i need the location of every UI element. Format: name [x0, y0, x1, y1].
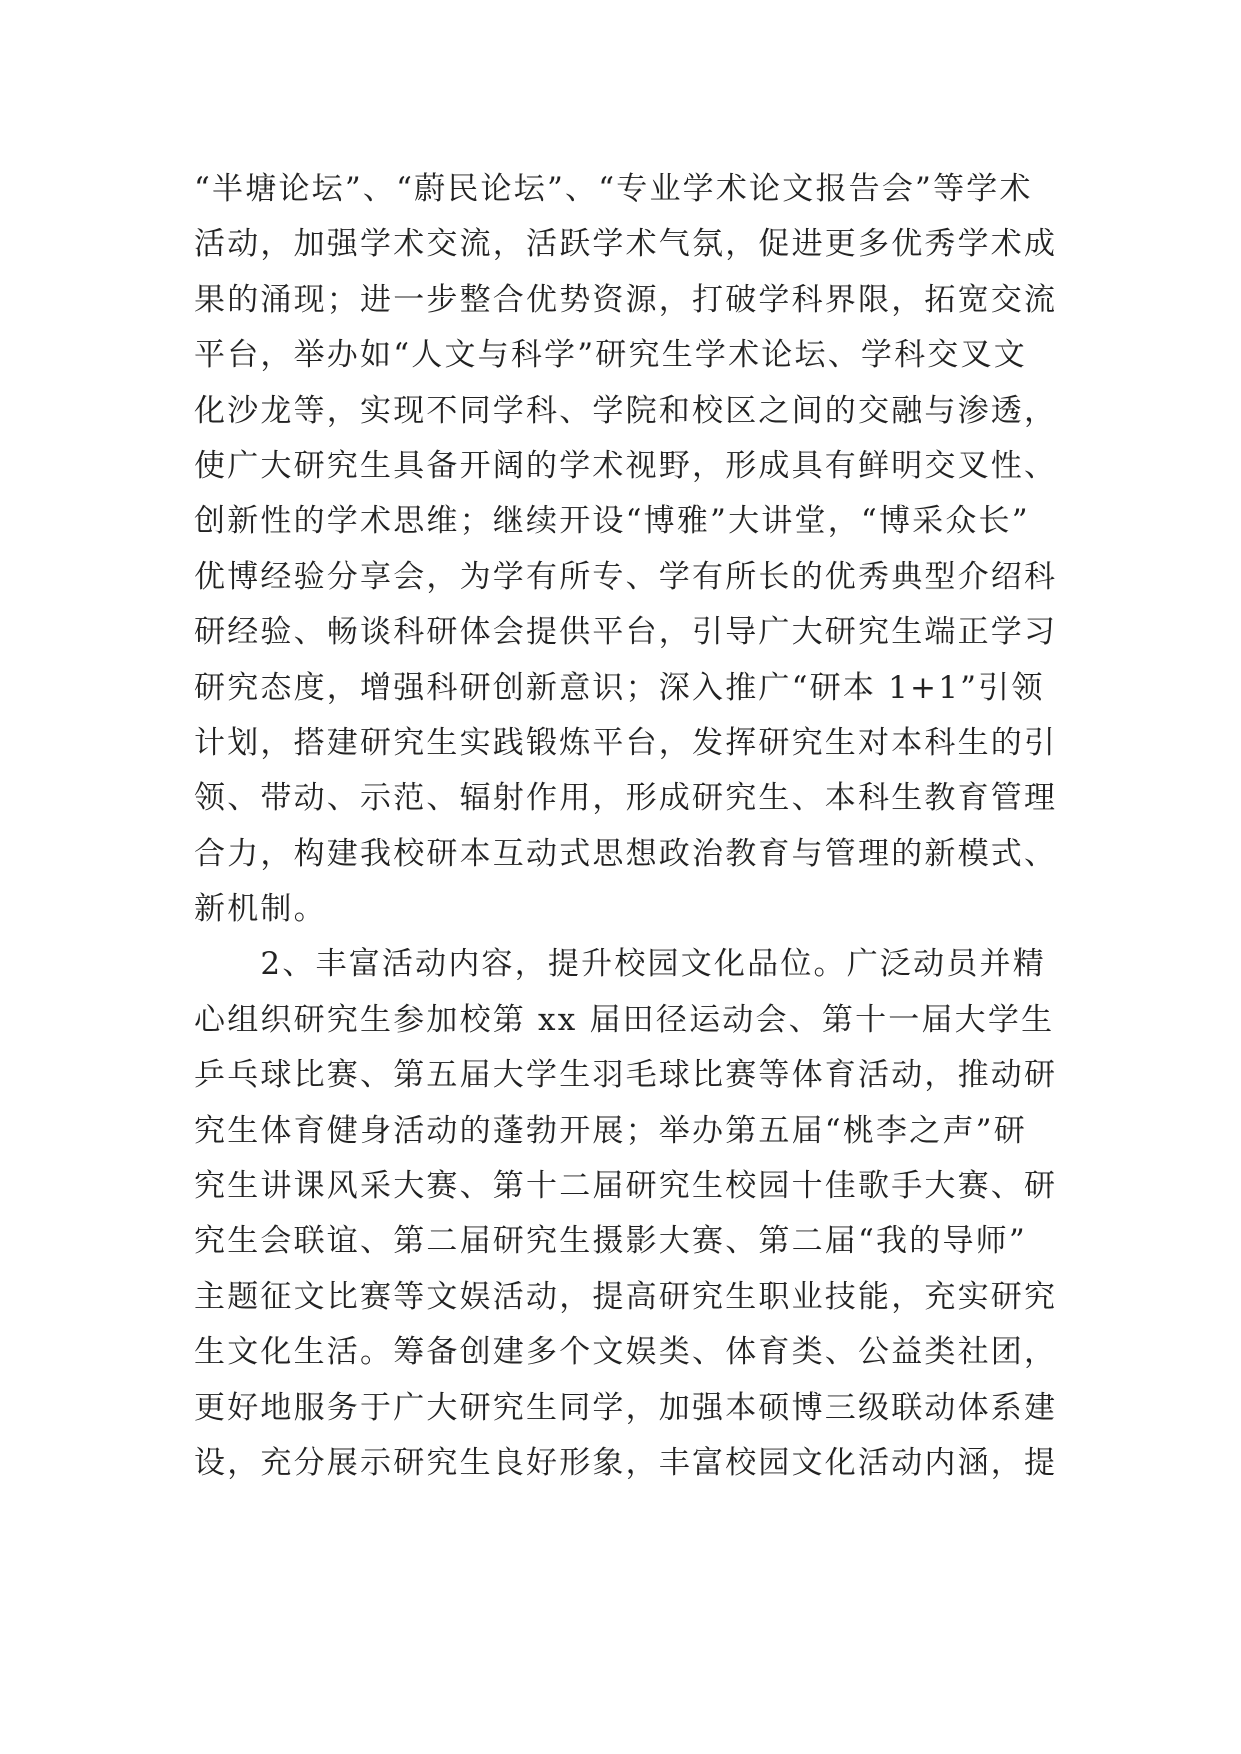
text-line: 究生体育健身活动的蓬勃开展；举办第五届“桃李之声”研: [194, 1112, 1027, 1149]
text-line: 设，充分展示研究生良好形象，丰富校园文化活动内涵，提: [194, 1444, 1058, 1481]
text-line: 使广大研究生具备开阔的学术视野，形成具有鲜明交叉性、: [194, 447, 1058, 484]
text-line: 生文化生活。筹备创建多个文娱类、体育类、公益类社团，: [194, 1334, 1058, 1371]
paragraph-2: [194, 937, 1056, 1491]
text-line: 心组织研究生参加校第 xx 届田径运动会、第十一届大学生: [194, 1001, 1055, 1038]
text-line: 主题征文比赛等文娱活动，提高研究生职业技能，充实研究: [194, 1278, 1058, 1315]
text-line: 究生讲课风采大赛、第十二届研究生校园十佳歌手大赛、研: [194, 1168, 1058, 1205]
text-line: 活动，加强学术交流，活跃学术气氛，促进更多优秀学术成: [194, 226, 1058, 263]
text-line: 化沙龙等，实现不同学科、学院和校区之间的交融与渗透，: [194, 392, 1058, 429]
text-line: 创新性的学术思维；继续开设“博雅”大讲堂，“博采众长”: [194, 503, 1030, 540]
paragraph-1: [194, 162, 1056, 937]
text-line: “半塘论坛”、“蔚民论坛”、“专业学术论文报告会”等学术: [194, 171, 1033, 207]
text-line: 2、丰富活动内容，提升校园文化品位。广泛动员并精: [194, 946, 1046, 983]
text-line: 优博经验分享会，为学有所专、学有所长的优秀典型介绍科: [194, 558, 1058, 595]
text-line: 研经验、畅谈科研体会提供平台，引导广大研究生端正学习: [194, 614, 1058, 651]
text-line: 新机制。: [194, 891, 327, 928]
text-line: 研究态度，增强科研创新意识；深入推广“研本 1+1”引领: [194, 669, 1045, 706]
text-line: 果的涌现；进一步整合优势资源，打破学科界限，拓宽交流: [194, 281, 1058, 318]
text-line: 合力，构建我校研本互动式思想政治教育与管理的新模式、: [194, 835, 1058, 872]
text-line: 领、带动、示范、辐射作用，形成研究生、本科生教育管理: [194, 780, 1058, 817]
text-line: 平台，举办如“人文与科学”研究生学术论坛、学科交叉文: [194, 337, 1027, 374]
text-line: 更好地服务于广大研究生同学，加强本硕博三级联动体系建: [194, 1389, 1058, 1426]
document-body: [194, 162, 1056, 1491]
text-line: 乒乓球比赛、第五届大学生羽毛球比赛等体育活动，推动研: [194, 1057, 1058, 1094]
text-line: 计划，搭建研究生实践锻炼平台，发挥研究生对本科生的引: [194, 724, 1058, 761]
text-line: 究生会联谊、第二届研究生摄影大赛、第二届“我的导师”: [194, 1223, 1027, 1260]
